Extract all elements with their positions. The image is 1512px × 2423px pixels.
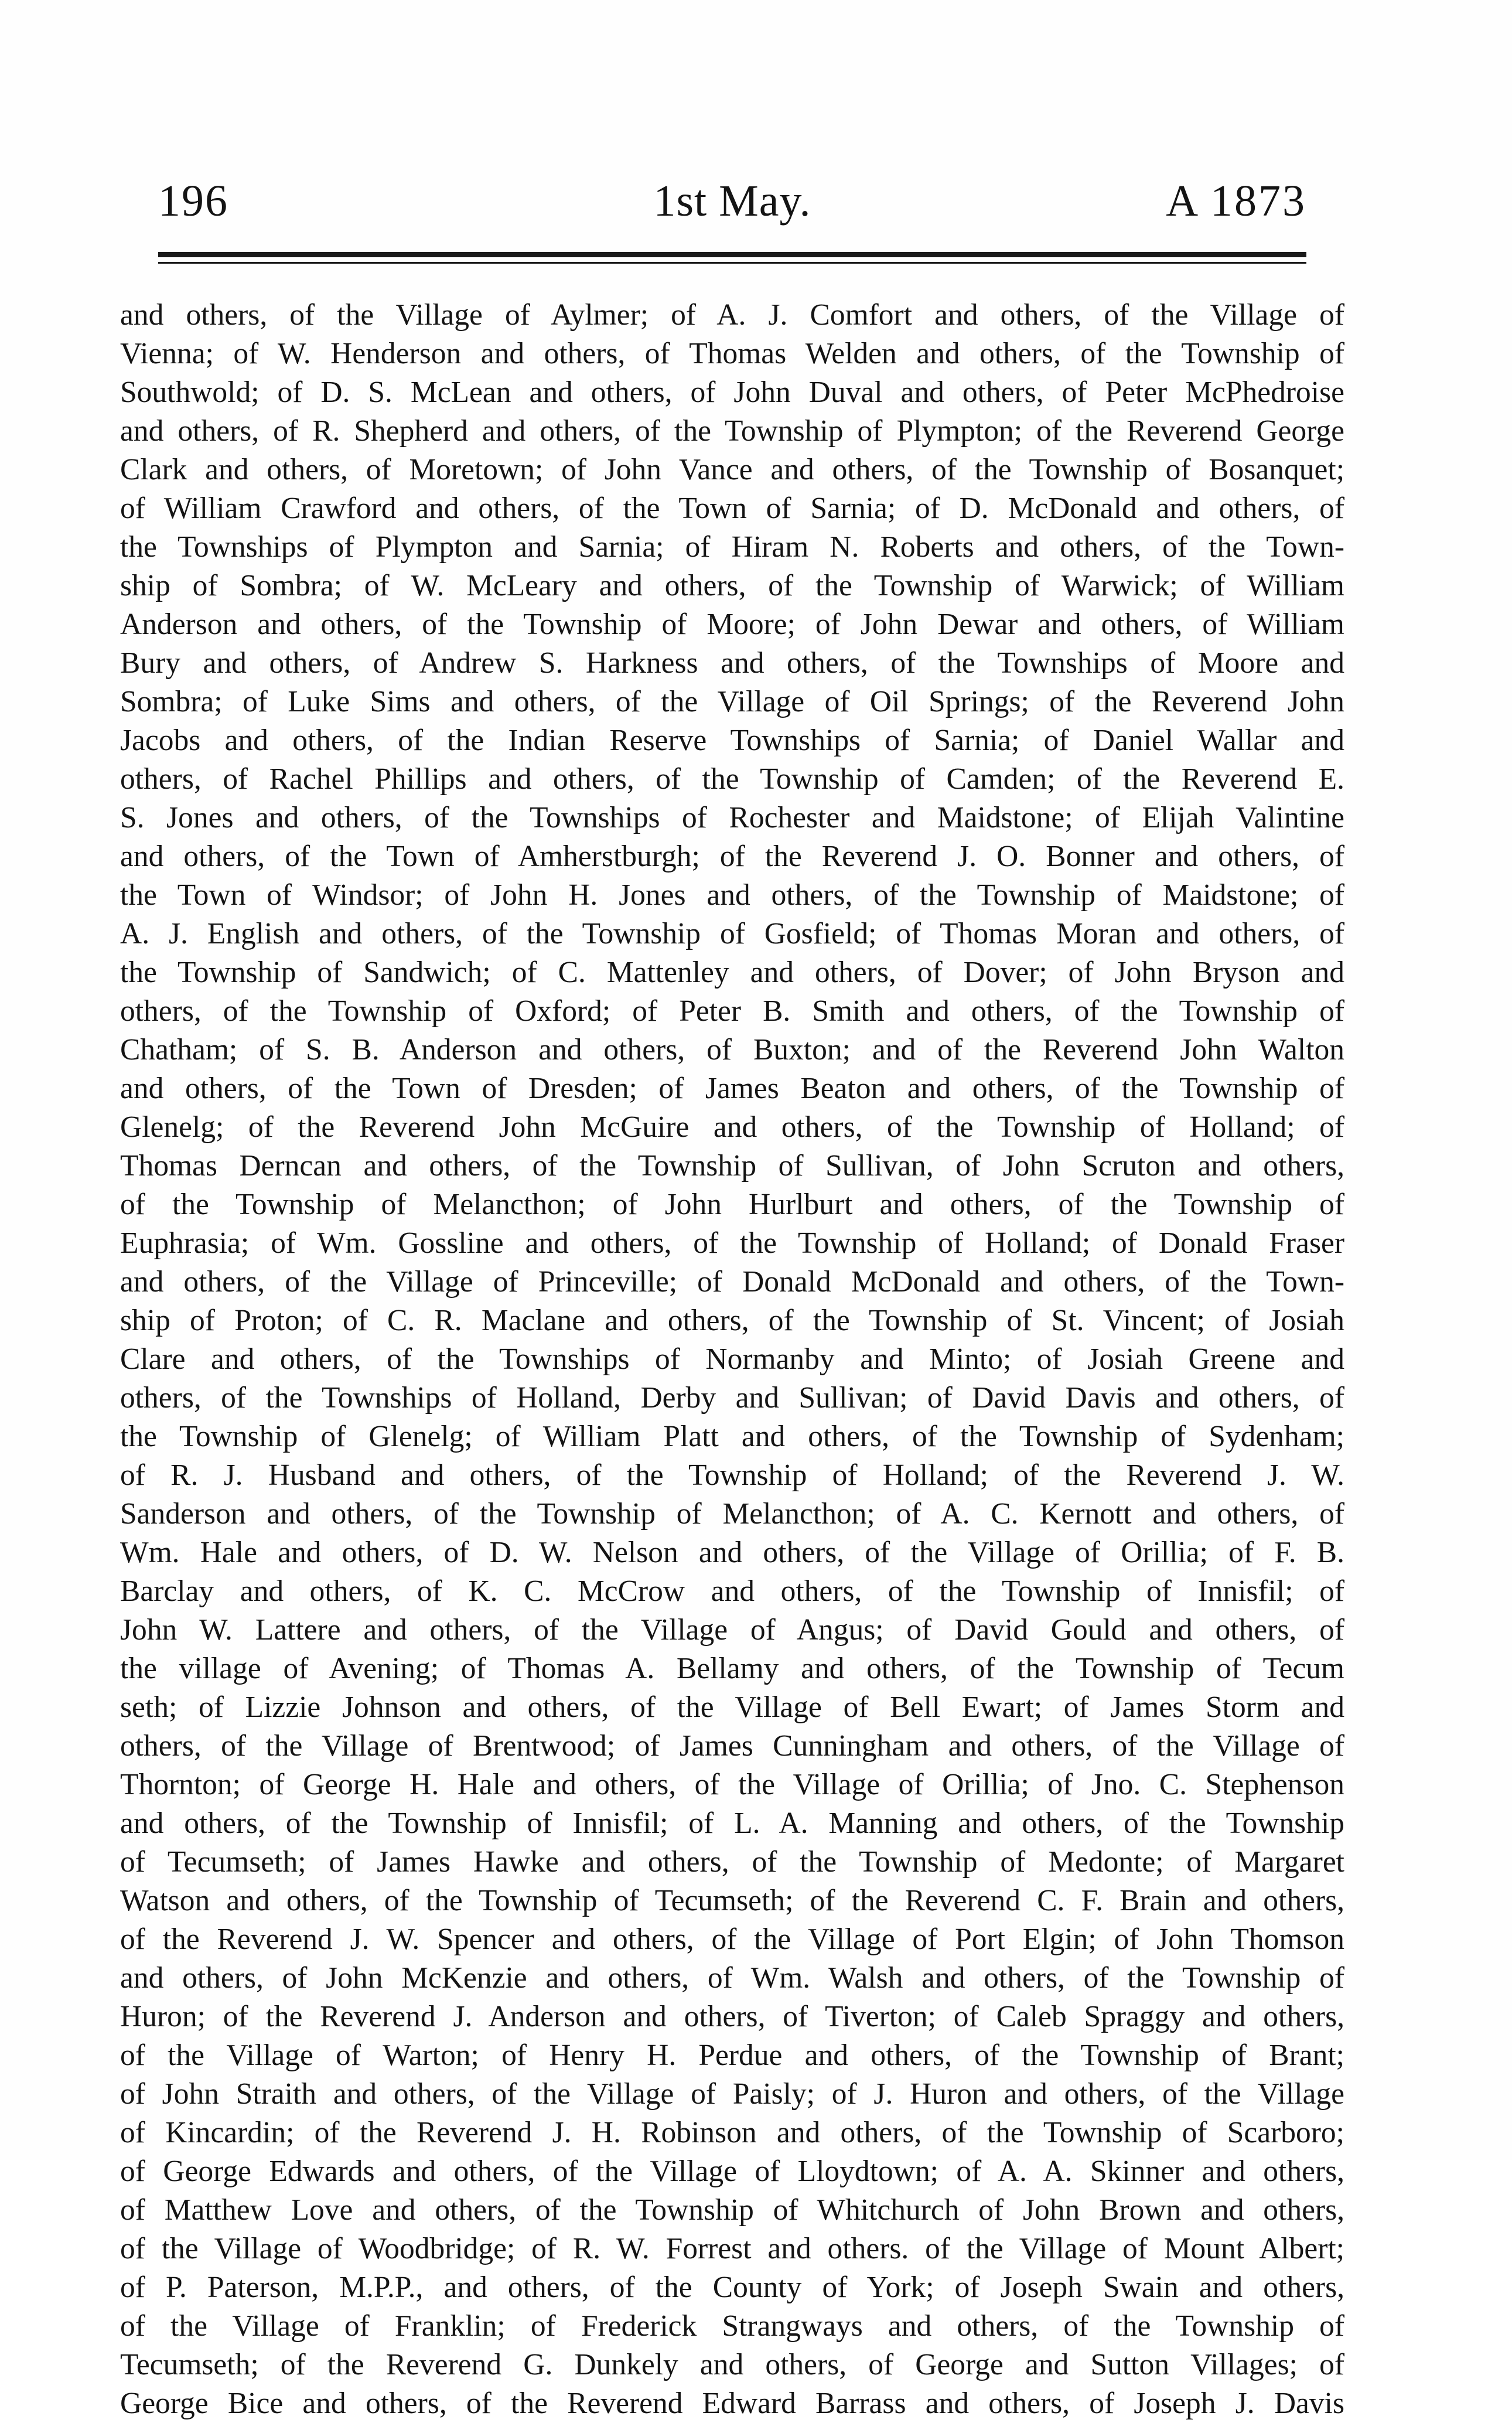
page-number: 196: [158, 176, 228, 226]
body-line: others, of the Townships of Holland, Derby and Sullivan; of David Davis and others, of: [120, 1381, 1344, 1415]
body-line: of Tecumseth; of James Hawke and others, of the Township of Medonte; of Margaret: [120, 1845, 1344, 1879]
body-line: Euphrasia; of Wm. Gossline and others, of the Township of Holland; of Donald Fraser: [120, 1226, 1344, 1260]
body-line: of the Village of Woodbridge; of R. W. Forrest and others. of the Village of Mount Albert;: [120, 2232, 1344, 2265]
body-line: of P. Paterson, M.P.P., and others, of the County of York; of Joseph Swain and others,: [120, 2271, 1344, 2304]
body-line: Sombra; of Luke Sims and others, of the Village of Oil Springs; of the Reverend John: [120, 685, 1344, 718]
header-date: 1st May.: [653, 176, 811, 226]
body-line: Vienna; of W. Henderson and others, of Thomas Welden and others, of the Township of: [120, 337, 1344, 370]
body-line: Chatham; of S. B. Anderson and others, of Buxton; and of the Reverend John Walton: [120, 1033, 1344, 1066]
body-line: others, of the Township of Oxford; of Peter B. Smith and others, of the Township of: [120, 994, 1344, 1028]
body-line: Thornton; of George H. Hale and others, of the Village of Orillia; of Jno. C. Stephenson: [120, 1768, 1344, 1801]
body-line: Wm. Hale and others, of D. W. Nelson and others, of the Village of Orillia; of F. B.: [120, 1536, 1344, 1569]
body-line: the Townships of Plympton and Sarnia; of Hiram N. Roberts and others, of the Town-: [120, 530, 1344, 564]
body-line: Sanderson and others, of the Township of Melancthon; of A. C. Kernott and others, of: [120, 1497, 1344, 1531]
body-line: Jacobs and others, of the Indian Reserve Townships of Sarnia; of Daniel Wallar and: [120, 724, 1344, 757]
body-line: Clark and others, of Moretown; of John Vance and others, of the Township of Bosanquet;: [120, 453, 1344, 486]
body-line: Barclay and others, of K. C. McCrow and others, of the Township of Innisfil; of: [120, 1575, 1344, 1608]
body-line: of R. J. Husband and others, of the Township of Holland; of the Reverend J. W.: [120, 1458, 1344, 1492]
header-rule-thick: [158, 252, 1306, 257]
body-line: Clare and others, of the Townships of Normanby and Minto; of Josiah Greene and: [120, 1342, 1344, 1376]
body-line: and others, of the Town of Amherstburgh; of the Reverend J. O. Bonner and others, of: [120, 840, 1344, 873]
body-line: of the Village of Warton; of Henry H. Perdue and others, of the Township of Brant;: [120, 2039, 1344, 2072]
body-line: the Township of Glenelg; of William Platt and others, of the Township of Sydenham;: [120, 1420, 1344, 1453]
body-line: and others, of the Village of Princeville; of Donald McDonald and others, of the Town-: [120, 1265, 1344, 1299]
body-line: of the Township of Melancthon; of John Hurlburt and others, of the Township of: [120, 1188, 1344, 1221]
body-line: Watson and others, of the Township of Tecumseth; of the Reverend C. F. Brain and others,: [120, 1884, 1344, 1917]
body-line: ship of Sombra; of W. McLeary and others, of the Township of Warwick; of William: [120, 569, 1344, 602]
header-rule-thin: [158, 262, 1306, 264]
body-line: of George Edwards and others, of the Village of Lloydtown; of A. A. Skinner and others,: [120, 2155, 1344, 2188]
body-line: of Matthew Love and others, of the Township of Whitchurch of John Brown and others,: [120, 2193, 1344, 2227]
body-line: Glenelg; of the Reverend John McGuire and others, of the Township of Holland; of: [120, 1110, 1344, 1144]
body-line: Anderson and others, of the Township of Moore; of John Dewar and others, of William: [120, 608, 1344, 641]
body-line: Thomas Derncan and others, of the Township of Sullivan, of John Scruton and others,: [120, 1149, 1344, 1182]
body-line: and others, of the Town of Dresden; of James Beaton and others, of the Township of: [120, 1072, 1344, 1105]
body-line: the Township of Sandwich; of C. Mattenley and others, of Dover; of John Bryson and: [120, 956, 1344, 989]
body-line: seth; of Lizzie Johnson and others, of the Village of Bell Ewart; of James Storm and: [120, 1691, 1344, 1724]
body-line: Huron; of the Reverend J. Anderson and others, of Tiverton; of Caleb Spraggy and others,: [120, 2000, 1344, 2033]
body-line: others, of the Village of Brentwood; of James Cunningham and others, of the Village of: [120, 1729, 1344, 1763]
body-line: and others, of R. Shepherd and others, of the Township of Plympton; of the Reverend George: [120, 414, 1344, 448]
body-text: [120, 296, 1344, 2420]
body-line: John W. Lattere and others, of the Village of Angus; of David Gould and others, of: [120, 1613, 1344, 1647]
body-line: Tecumseth; of the Reverend G. Dunkely and others, of George and Sutton Villages; of: [120, 2348, 1344, 2381]
body-line: ship of Proton; of C. R. Maclane and others, of the Township of St. Vincent; of Josiah: [120, 1304, 1344, 1337]
body-line: of the Village of Franklin; of Frederick Strangways and others, of the Township of: [120, 2309, 1344, 2343]
page-header: [158, 176, 1306, 246]
body-line: Bury and others, of Andrew S. Harkness and others, of the Townships of Moore and: [120, 646, 1344, 680]
body-line: of William Crawford and others, of the Town of Sarnia; of D. McDonald and others, of: [120, 492, 1344, 525]
body-line: George Bice and others, of the Reverend Edward Barrass and others, of Joseph J. Davis: [120, 2387, 1344, 2420]
body-line: of Kincardin; of the Reverend J. H. Robinson and others, of the Township of Scarboro;: [120, 2116, 1344, 2149]
body-line: and others, of the Township of Innisfil; of L. A. Manning and others, of the Township: [120, 1807, 1344, 1840]
body-line: S. Jones and others, of the Townships of Rochester and Maidstone; of Elijah Valintine: [120, 801, 1344, 834]
header-year: A 1873: [1166, 176, 1306, 226]
body-line: others, of Rachel Phillips and others, of the Township of Camden; of the Reverend E.: [120, 762, 1344, 796]
body-line: the Town of Windsor; of John H. Jones and others, of the Township of Maidstone; of: [120, 878, 1344, 912]
body-line: and others, of the Village of Aylmer; of A. J. Comfort and others, of the Village of: [120, 298, 1344, 332]
body-line: of John Straith and others, of the Village of Paisly; of J. Huron and others, of the Village: [120, 2077, 1344, 2111]
body-line: of the Reverend J. W. Spencer and others, of the Village of Port Elgin; of John Thomson: [120, 1923, 1344, 1956]
body-line: A. J. English and others, of the Township of Gosfield; of Thomas Moran and others, of: [120, 917, 1344, 950]
body-line: and others, of John McKenzie and others, of Wm. Walsh and others, of the Township of: [120, 1961, 1344, 1995]
body-line: Southwold; of D. S. McLean and others, of John Duval and others, of Peter McPhedroise: [120, 376, 1344, 409]
body-line: the village of Avening; of Thomas A. Bellamy and others, of the Township of Tecum: [120, 1652, 1344, 1685]
